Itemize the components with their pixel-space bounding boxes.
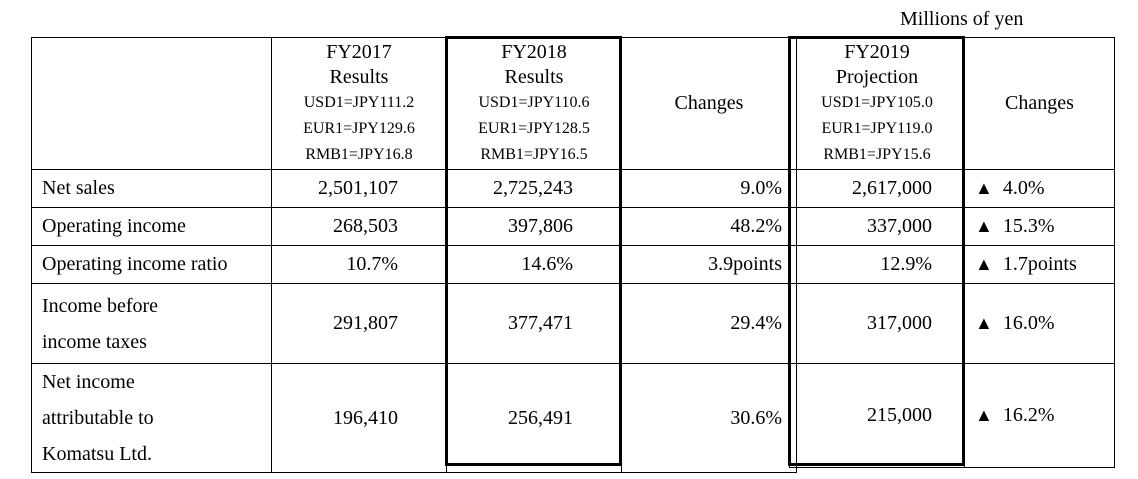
fy2017-rate-rmb: RMB1=JPY16.8 bbox=[305, 145, 413, 163]
fy2017-value: 196,410 bbox=[272, 364, 447, 473]
fy2018-header bbox=[447, 38, 622, 170]
decrease-triangle-icon: ▲ bbox=[975, 178, 993, 198]
fy2018-value: 2,725,243 bbox=[447, 170, 622, 208]
table-row bbox=[790, 170, 1115, 208]
fy2019-value: 12.9% bbox=[790, 246, 965, 284]
table-row bbox=[32, 208, 797, 246]
fy2018-subtitle: Results bbox=[504, 65, 564, 88]
fy2018-value: 14.6% bbox=[447, 246, 622, 284]
change2-value: 15.3% bbox=[1002, 215, 1055, 237]
fy2017-subtitle: Results bbox=[329, 65, 389, 88]
decrease-triangle-icon: ▲ bbox=[975, 405, 993, 425]
change2-value: 4.0% bbox=[1002, 177, 1045, 199]
change-value: 48.2% bbox=[622, 208, 797, 246]
change-value: 9.0% bbox=[622, 170, 797, 208]
fy2018-value: 397,806 bbox=[447, 208, 622, 246]
fy2018-title: FY2018 bbox=[501, 40, 567, 63]
fy2019-title: FY2019 bbox=[844, 40, 910, 63]
changes-header: Changes bbox=[622, 38, 797, 170]
change-value: 3.9points bbox=[622, 246, 797, 284]
change2-cell bbox=[965, 364, 1115, 468]
change2-cell bbox=[965, 170, 1115, 208]
changes2-header: Changes bbox=[965, 38, 1115, 170]
fy2017-value: 291,807 bbox=[272, 284, 447, 364]
table-row bbox=[790, 246, 1115, 284]
table-row bbox=[790, 284, 1115, 364]
header-blank-cell bbox=[32, 38, 272, 170]
row-label-net-sales: Net sales bbox=[32, 170, 272, 208]
table-row bbox=[32, 170, 797, 208]
header-row bbox=[32, 38, 797, 170]
fy2018-rate-rmb: RMB1=JPY16.5 bbox=[480, 145, 588, 163]
fy2019-rate-usd: USD1=JPY105.0 bbox=[821, 93, 933, 111]
change2-cell bbox=[965, 246, 1115, 284]
label-line: Income before bbox=[42, 294, 159, 317]
fy2017-title: FY2017 bbox=[326, 40, 392, 63]
fy2017-value: 2,501,107 bbox=[272, 170, 447, 208]
table-row bbox=[790, 364, 1115, 468]
table-row bbox=[32, 364, 797, 473]
change2-cell bbox=[965, 284, 1115, 364]
decrease-triangle-icon: ▲ bbox=[975, 313, 993, 333]
fy2017-value: 268,503 bbox=[272, 208, 447, 246]
label-line: attributable to bbox=[42, 407, 154, 429]
fy2017-rate-eur: EUR1=JPY129.6 bbox=[303, 119, 415, 137]
change2-value: 16.0% bbox=[1002, 312, 1055, 334]
table-row bbox=[790, 208, 1115, 246]
label-line: Net income bbox=[42, 371, 135, 393]
change2-value: 16.2% bbox=[1002, 404, 1055, 426]
decrease-triangle-icon: ▲ bbox=[975, 216, 993, 236]
label-line: income taxes bbox=[42, 330, 147, 353]
results-table bbox=[31, 37, 797, 473]
fy2019-value: 2,617,000 bbox=[790, 170, 965, 208]
fy2017-rate-usd: USD1=JPY111.2 bbox=[303, 93, 415, 111]
fy2018-value: 256,491 bbox=[447, 364, 622, 473]
row-label-net-income bbox=[32, 364, 272, 473]
row-label-operating-income-ratio: Operating income ratio bbox=[32, 246, 272, 284]
projection-table bbox=[789, 37, 1115, 468]
fy2017-header bbox=[272, 38, 447, 170]
change-value: 29.4% bbox=[622, 284, 797, 364]
change-value: 30.6% bbox=[622, 364, 797, 473]
table-row bbox=[32, 284, 797, 364]
table-row bbox=[32, 246, 797, 284]
fy2019-header bbox=[790, 38, 965, 170]
fy2017-value: 10.7% bbox=[272, 246, 447, 284]
fy2019-value: 215,000 bbox=[790, 364, 965, 468]
fy2019-rate-rmb: RMB1=JPY15.6 bbox=[823, 145, 931, 163]
label-line: Komatsu Ltd. bbox=[42, 443, 152, 465]
header-row bbox=[790, 38, 1115, 170]
fy2019-value: 337,000 bbox=[790, 208, 965, 246]
change2-cell bbox=[965, 208, 1115, 246]
row-label-income-before-taxes bbox=[32, 284, 272, 364]
fy2018-rate-eur: EUR1=JPY128.5 bbox=[478, 119, 590, 137]
change2-value: 1.7points bbox=[1002, 253, 1077, 275]
fy2019-value: 317,000 bbox=[790, 284, 965, 364]
row-label-operating-income: Operating income bbox=[32, 208, 272, 246]
fy2019-subtitle: Projection bbox=[835, 65, 919, 88]
decrease-triangle-icon: ▲ bbox=[975, 254, 993, 274]
unit-note: Millions of yen bbox=[900, 8, 1024, 30]
fy2018-rate-usd: USD1=JPY110.6 bbox=[478, 93, 590, 111]
fy2018-value: 377,471 bbox=[447, 284, 622, 364]
fy2019-rate-eur: EUR1=JPY119.0 bbox=[821, 119, 933, 137]
